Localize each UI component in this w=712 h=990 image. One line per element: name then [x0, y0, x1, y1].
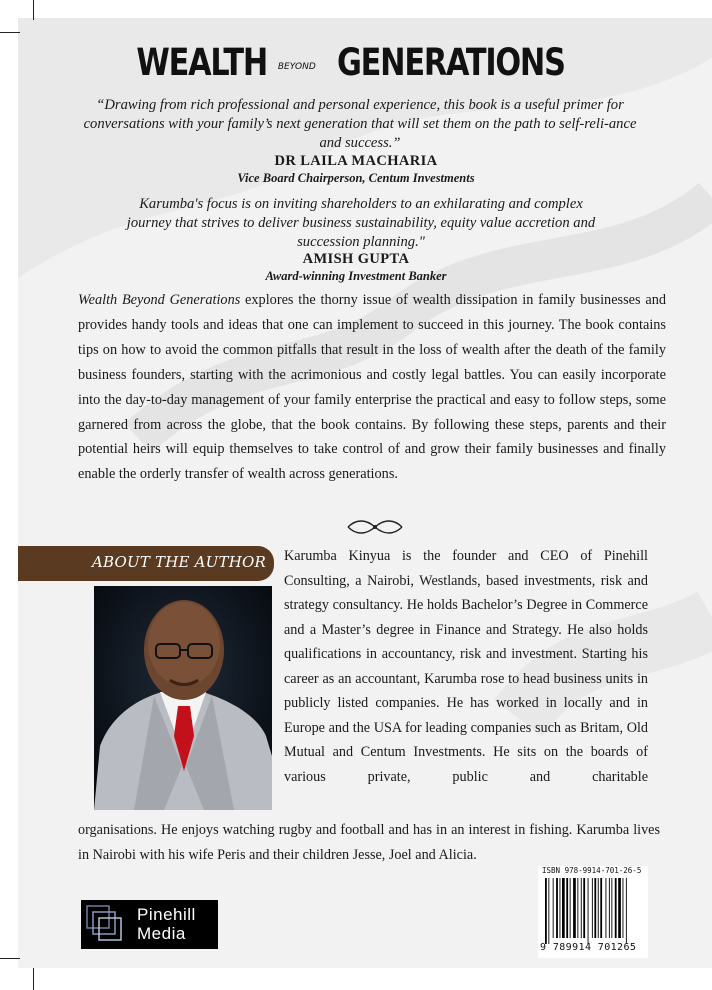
isbn-digits: 9 789914 701265: [540, 942, 637, 953]
author-photo-illustration: [94, 586, 272, 810]
publisher-logo: [81, 900, 218, 949]
crop-mark-top-horizontal: [0, 32, 20, 33]
publisher-name-line1: Pinehill: [137, 905, 196, 924]
description-text: explores the thorny issue of wealth dissipation in family businesses and provides handy tools and ideas that one can implement to succeed in this journey. The book contains tips on how to avoid the common pitfalls that result in the loss of wealth after the death of the family business founders, starting with the acrimonious and costly legal battles. You can easily incorporate into the day-to-day management of your family enterprise the practical and easy to follow steps, some garnered from across the globe, that the book contains. By following these steps, parents and their potential heirs will equip themselves to take control of and grow their family businesses and finally enable the orderly transfer of wealth across generations.: [78, 292, 666, 483]
publisher-name: [137, 906, 196, 943]
publisher-name-line2: Media: [137, 923, 186, 943]
endorser-name-1: DR LAILA MACHARIA: [274, 153, 438, 169]
crop-mark-top-vertical: [33, 0, 34, 20]
isbn-label: ISBN 978-9914-701-26-5: [542, 866, 642, 875]
isbn-barcode-block: [538, 866, 648, 958]
book-description: [78, 288, 666, 487]
title-word-wealth: WEALTH: [136, 41, 268, 84]
endorsement-quote-1: “Drawing from rich professional and personal experience, this book is a useful primer for conversations with your family’s next generation that will set them on the path to self-reli-ance and success.”: [83, 97, 637, 151]
endorser-role-2: Award-winning Investment Banker: [265, 269, 447, 283]
title-word-beyond: BEYOND: [277, 62, 316, 72]
author-portrait: [94, 586, 272, 810]
flourish-ornament-icon: [346, 516, 404, 538]
author-bio-side: Karumba Kinyua is the founder and CEO of Pinehill Consulting, a Nairobi, Westlands, based investments, risk and strategy consultancy. He holds Bachelor’s Degree in Commerce and a Master’s degree in Finance and Strategy. He also holds qualifications in accountancy, risk and investment. Starting his career as an accountant, Karumba rose to head business units in publicly listed companies. He has worked in locally and in Europe and the USA for leading companies such as Britam, Old Mutual and Centum Investments. He sits on the boards of various private, public and charitable: [284, 548, 648, 785]
barcode-icon: [544, 878, 642, 944]
title-word-generations: GENERATIONS: [336, 41, 565, 84]
pinehill-squares-icon: [81, 900, 137, 949]
endorser-name-2: AMISH GUPTA: [302, 251, 410, 267]
description-book-title: Wealth Beyond Generations: [78, 292, 241, 308]
crop-mark-bottom-horizontal: [0, 958, 20, 959]
author-bio-tail: organisations. He enjoys watching rugby and football and has in an interest in fishing. Karumba lives in Nairobi with his wife Peris and their children Jesse, Joel and Alicia.: [78, 822, 660, 863]
about-the-author-banner: ABOUT THE AUTHOR: [18, 546, 274, 581]
crop-mark-bottom-vertical: [33, 968, 34, 990]
endorser-role-1: Vice Board Chairperson, Centum Investments: [237, 171, 475, 185]
book-title: [0, 41, 712, 84]
endorsement-quote-2: Karumba's focus is on inviting shareholders to an exhilarating and complex journey that strives to deliver business sustainability, equity value accretion and succession planning.": [126, 196, 596, 250]
